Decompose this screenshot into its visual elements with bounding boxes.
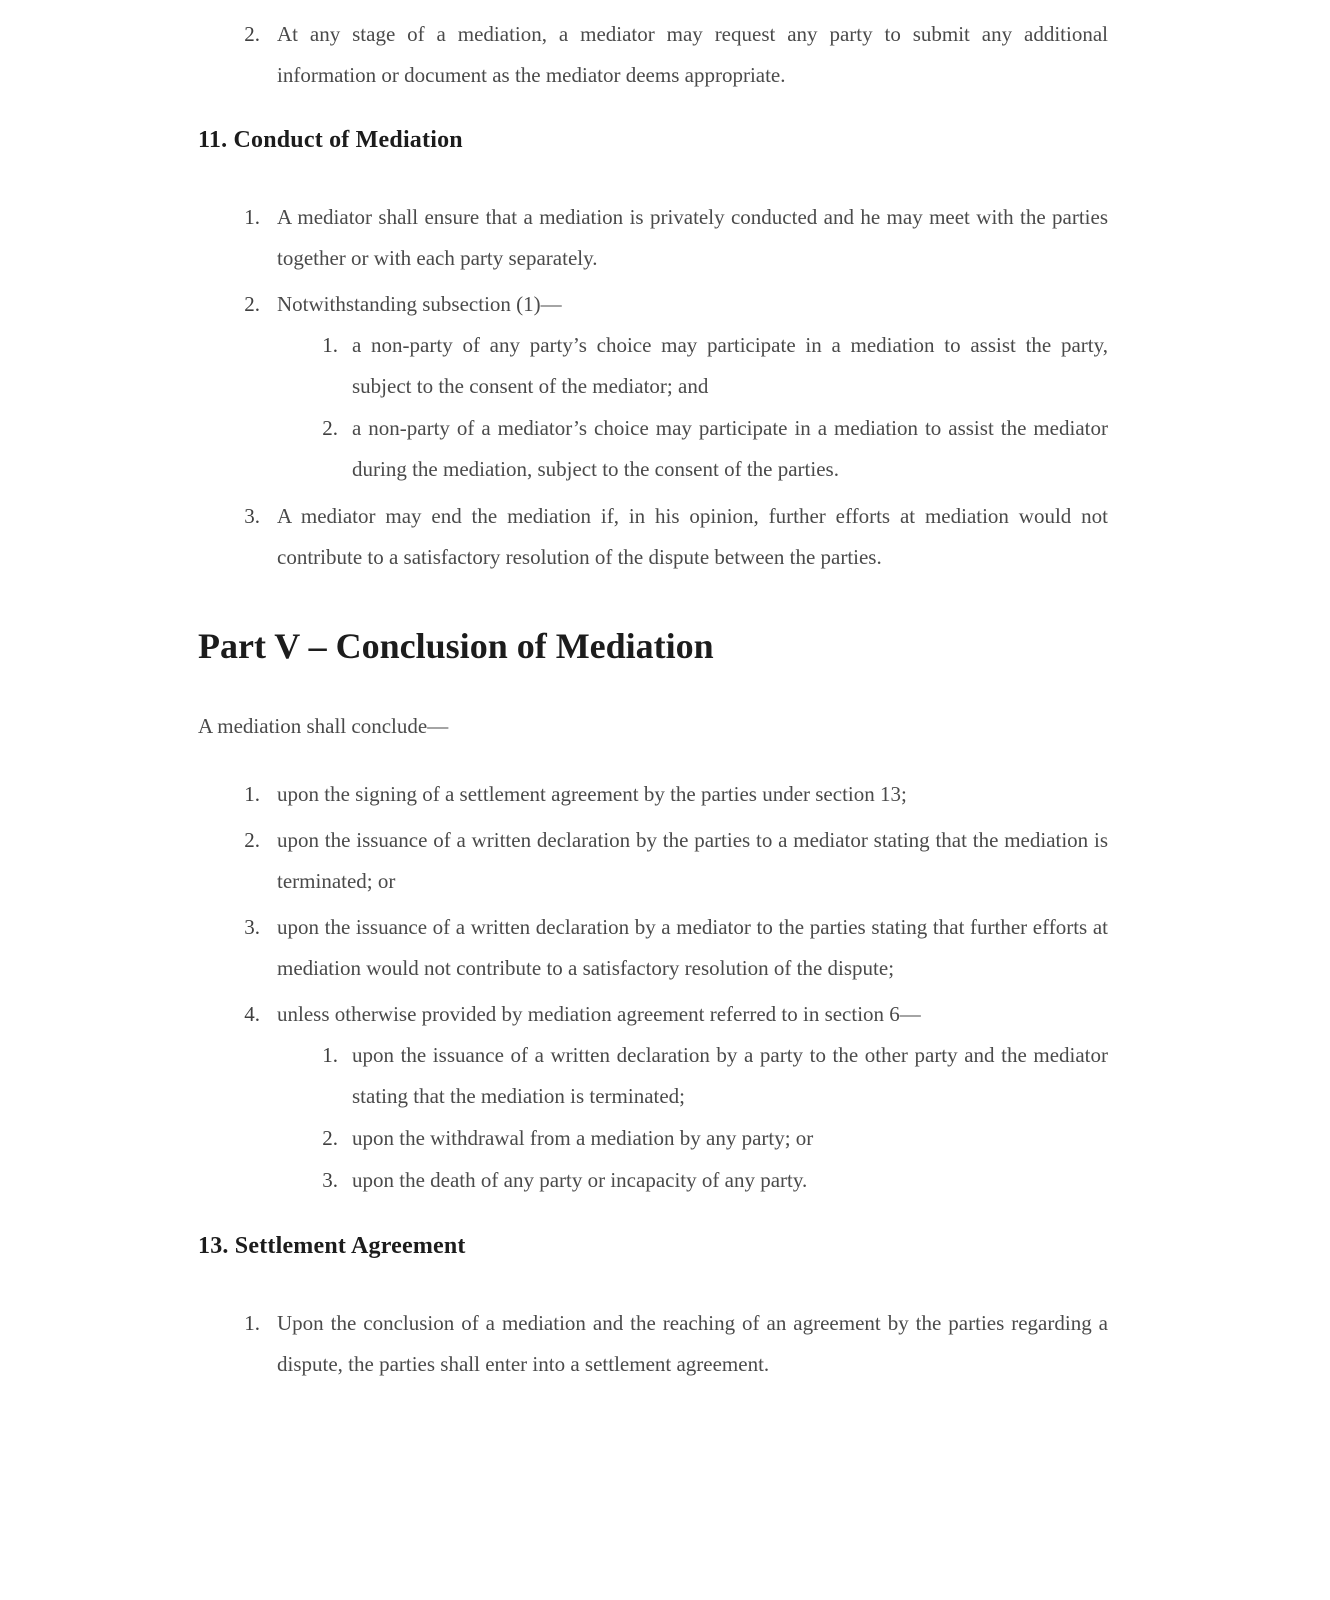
list-item-number: 2. <box>322 416 338 440</box>
section-11-heading: 11. Conduct of Mediation <box>198 127 463 153</box>
list-item-text: a non-party of a mediator’s choice may participate in a mediation to assist the mediator during the mediation, subject to the consent of the parties. <box>352 416 1108 481</box>
list-item-text: upon the issuance of a written declaration by the parties to a mediator stating that the mediation is terminated; or <box>277 828 1108 893</box>
list-item-text: A mediator may end the mediation if, in his opinion, further efforts at mediation would not contribute to a satisfactory resolution of the dispute between the parties. <box>277 504 1108 569</box>
list-item-lead-text: Notwithstanding subsection (1)— <box>277 292 562 316</box>
list-subitem <box>277 1160 1108 1201</box>
list-item <box>198 496 1108 578</box>
list-item <box>198 774 1108 815</box>
list-subitem <box>277 1035 1108 1117</box>
list-item <box>198 820 1108 902</box>
list-subitem <box>277 325 1108 407</box>
part-v-lead-paragraph: A mediation shall conclude— <box>198 714 449 738</box>
list-item-number: 3. <box>244 915 260 939</box>
list-item-text <box>277 284 1108 491</box>
section-11-sublist <box>277 325 1108 490</box>
section-13-list <box>198 1303 1108 1385</box>
list-item-number: 1. <box>244 205 260 229</box>
list-item-text <box>277 994 1108 1202</box>
list-item <box>198 994 1108 1202</box>
list-item <box>198 14 1108 96</box>
part-v-list <box>198 774 1108 1202</box>
list-item-text: upon the signing of a settlement agreement by the parties under section 13; <box>277 782 907 806</box>
section-13-heading: 13. Settlement Agreement <box>198 1233 466 1259</box>
part-v-sublist <box>277 1035 1108 1201</box>
list-item-number: 4. <box>244 1002 260 1026</box>
list-item-number: 1. <box>322 333 338 357</box>
part-v-heading: Part V – Conclusion of Mediation <box>198 626 714 666</box>
list-subitem <box>277 408 1108 490</box>
list-item <box>198 197 1108 279</box>
continuation-list <box>198 14 1108 96</box>
list-item-number: 2. <box>244 22 260 46</box>
list-item-number: 1. <box>244 1311 260 1335</box>
list-item <box>198 284 1108 491</box>
list-item <box>198 907 1108 989</box>
list-item-text: At any stage of a mediation, a mediator may request any party to submit any additional information or document as the mediator deems appropriate. <box>277 22 1108 87</box>
list-item-number: 2. <box>244 292 260 316</box>
list-item-lead-text: unless otherwise provided by mediation agreement referred to in section 6— <box>277 1002 921 1026</box>
list-item-text: Upon the conclusion of a mediation and the reaching of an agreement by the parties regarding a dispute, the parties shall enter into a settlement agreement. <box>277 1311 1108 1376</box>
list-item <box>198 1303 1108 1385</box>
list-item-text: upon the issuance of a written declaration by a mediator to the parties stating that further efforts at mediation would not contribute to a satisfactory resolution of the dispute; <box>277 915 1108 980</box>
list-item-text: a non-party of any party’s choice may participate in a mediation to assist the party, subject to the consent of the mediator; and <box>352 333 1108 398</box>
list-item-text: upon the death of any party or incapacity of any party. <box>352 1168 808 1192</box>
list-item-number: 1. <box>244 782 260 806</box>
list-item-number: 2. <box>244 828 260 852</box>
section-11-list <box>198 197 1108 578</box>
list-subitem <box>277 1118 1108 1159</box>
list-item-number: 3. <box>244 504 260 528</box>
list-item-text: A mediator shall ensure that a mediation is privately conducted and he may meet with the parties together or with each party separately. <box>277 205 1108 270</box>
list-item-text: upon the withdrawal from a mediation by any party; or <box>352 1126 814 1150</box>
list-item-number: 2. <box>322 1126 338 1150</box>
list-item-number: 1. <box>322 1043 338 1067</box>
list-item-number: 3. <box>322 1168 338 1192</box>
list-item-text: upon the issuance of a written declaration by a party to the other party and the mediator stating that the mediation is terminated; <box>352 1043 1108 1108</box>
